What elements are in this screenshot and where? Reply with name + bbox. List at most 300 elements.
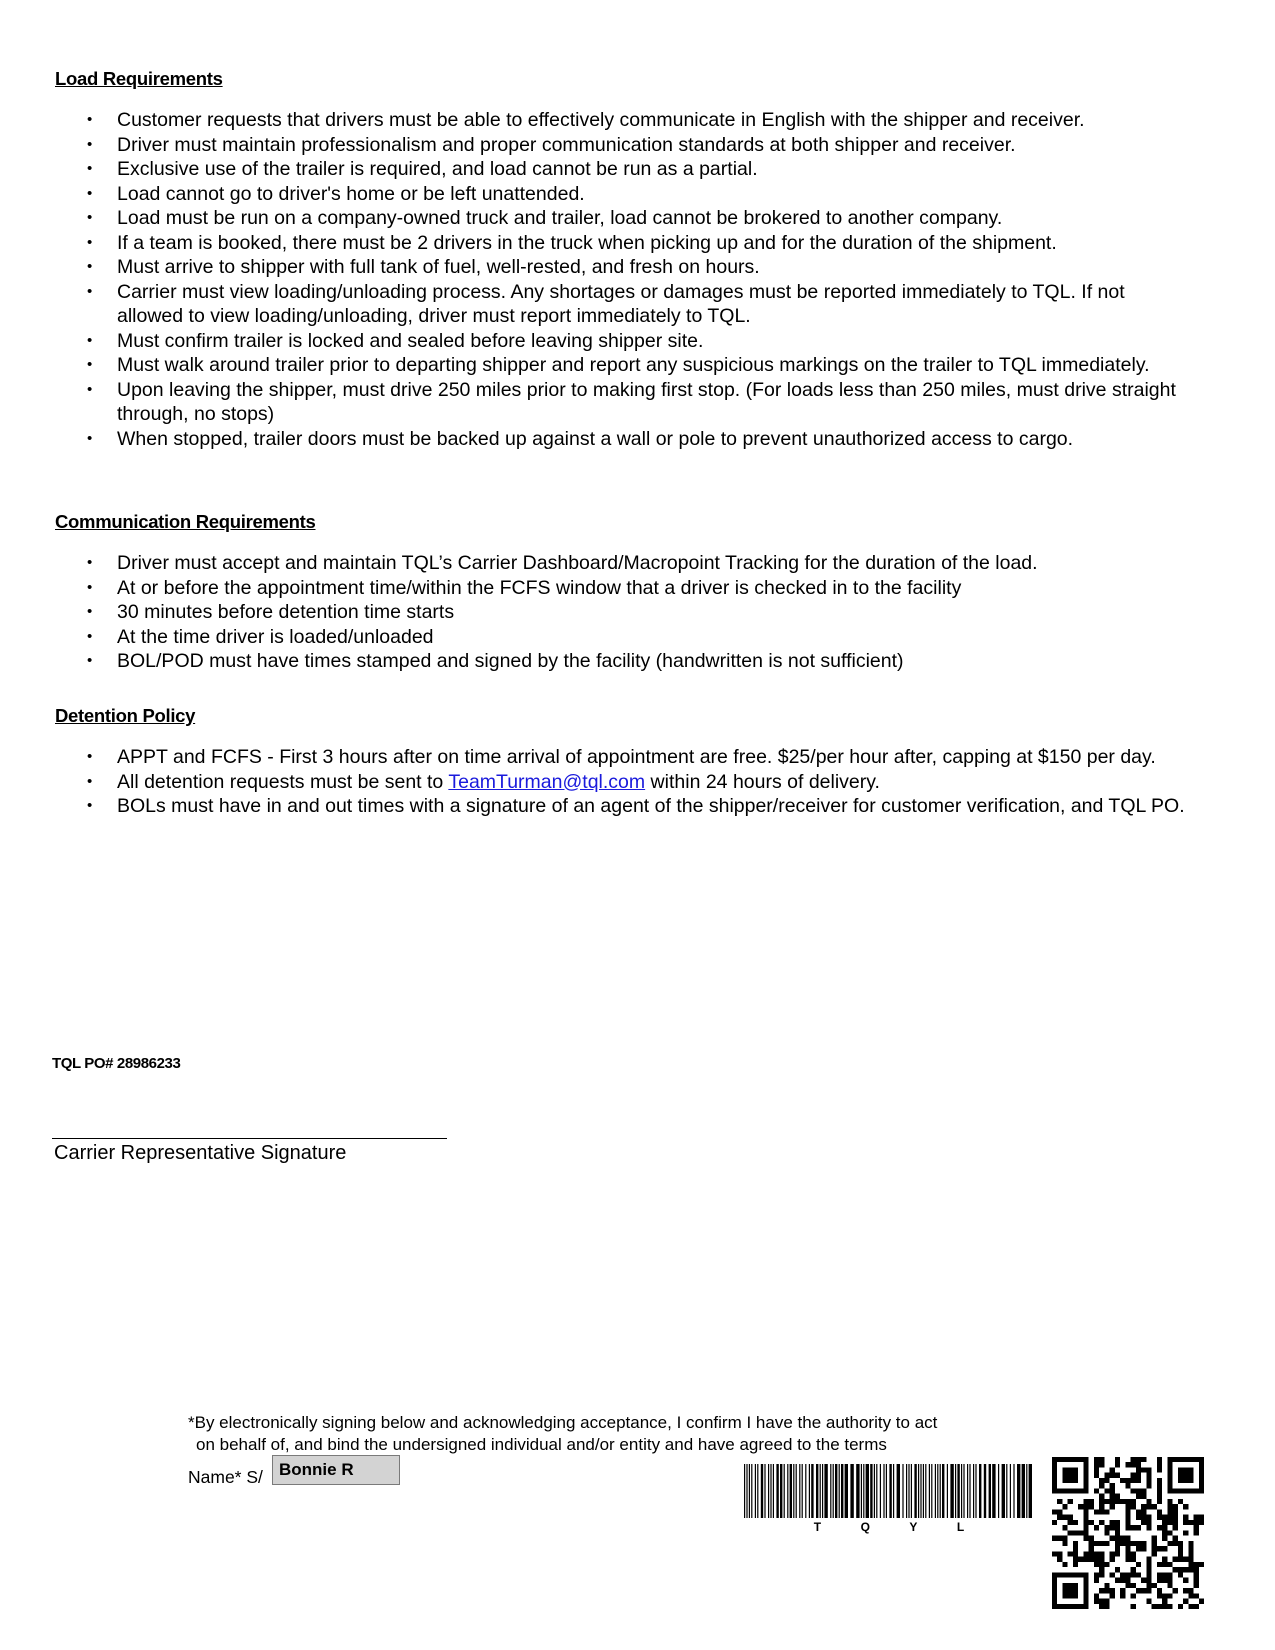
detention-email-suffix: within 24 hours of delivery. <box>645 770 880 793</box>
qr-module <box>1068 1572 1073 1577</box>
acknowledgement-text <box>188 1412 937 1456</box>
barcode-bar <box>744 1464 745 1518</box>
qr-module <box>1131 1488 1136 1493</box>
qr-module <box>1094 1525 1099 1530</box>
qr-module <box>1167 1578 1172 1583</box>
qr-module <box>1099 1494 1104 1499</box>
qr-module <box>1167 1499 1172 1504</box>
load-requirements-list <box>55 108 1205 451</box>
qr-module <box>1094 1562 1099 1567</box>
qr-module <box>1083 1499 1088 1504</box>
name-signature-field[interactable]: Bonnie R <box>272 1455 400 1485</box>
qr-module <box>1131 1583 1136 1588</box>
qr-module <box>1188 1604 1193 1609</box>
qr-module <box>1110 1557 1115 1562</box>
qr-module <box>1068 1551 1073 1556</box>
barcode-bar <box>950 1464 953 1518</box>
qr-module <box>1162 1599 1167 1604</box>
qr-module <box>1167 1462 1172 1467</box>
qr-module <box>1110 1588 1115 1593</box>
qr-module <box>1068 1488 1073 1493</box>
barcode-bar <box>1010 1464 1011 1518</box>
acknowledgement-line-1: *By electronically signing below and acknowledging acceptance, I confirm I have the authority to act <box>188 1413 938 1432</box>
qr-module <box>1068 1478 1073 1483</box>
qr-module <box>1115 1525 1120 1530</box>
qr-module <box>1183 1515 1188 1520</box>
qr-module <box>1146 1483 1151 1488</box>
detention-email-prefix: All detention requests must be sent to <box>117 770 449 793</box>
barcode-bar <box>856 1464 859 1518</box>
email-link[interactable]: TeamTurman@tql.com <box>448 770 646 793</box>
qr-module <box>1131 1593 1136 1598</box>
barcode-bar <box>969 1464 970 1518</box>
barcode-bar <box>923 1464 924 1518</box>
qr-module <box>1099 1457 1104 1462</box>
qr-module <box>1173 1515 1178 1520</box>
qr-module <box>1173 1567 1178 1572</box>
qr-module <box>1068 1593 1073 1598</box>
qr-module <box>1141 1488 1146 1493</box>
qr-module <box>1104 1473 1109 1478</box>
qr-module <box>1194 1488 1199 1493</box>
qr-module <box>1125 1541 1130 1546</box>
qr-module <box>1131 1504 1136 1509</box>
barcode-bar <box>761 1464 763 1518</box>
qr-module <box>1146 1467 1151 1472</box>
qr-module <box>1131 1462 1136 1467</box>
list-item: • Upon leaving the shipper, must drive 250 miles prior to making first stop. (For loads less than 250 miles, must drive straight through, no stops) <box>55 378 1185 427</box>
barcode-bar <box>816 1464 818 1518</box>
qr-module <box>1062 1478 1067 1483</box>
qr-module <box>1099 1599 1104 1604</box>
barcode-caption <box>744 1520 1034 1534</box>
qr-module <box>1131 1457 1136 1462</box>
list-item: • Carrier must view loading/unloading process. Any shortages or damages must be reported immediately to TQL. If not allowed to view loading/unloading, driver must report immediately to TQL. <box>55 280 1185 329</box>
qr-module <box>1120 1593 1125 1598</box>
qr-module <box>1068 1604 1073 1609</box>
qr-module <box>1115 1541 1120 1546</box>
qr-module <box>1167 1541 1172 1546</box>
qr-module <box>1199 1462 1204 1467</box>
barcode-bar <box>1022 1464 1025 1518</box>
qr-module <box>1188 1567 1193 1572</box>
qr-module <box>1146 1525 1151 1530</box>
qr-module <box>1157 1483 1162 1488</box>
qr-module <box>1157 1457 1162 1462</box>
qr-module <box>1110 1536 1115 1541</box>
qr-module <box>1167 1504 1172 1509</box>
qr-module <box>1052 1520 1057 1525</box>
barcode-bar <box>942 1464 944 1518</box>
qr-module <box>1167 1473 1172 1478</box>
qr-module <box>1104 1562 1109 1567</box>
barcode-bar <box>931 1464 932 1518</box>
qr-module <box>1183 1599 1188 1604</box>
list-item <box>55 770 1185 795</box>
qr-module <box>1078 1530 1083 1535</box>
qr-module <box>1120 1478 1125 1483</box>
qr-module <box>1099 1520 1104 1525</box>
qr-module <box>1178 1467 1183 1472</box>
qr-module <box>1178 1499 1183 1504</box>
barcode-bar <box>935 1464 936 1518</box>
qr-module <box>1173 1504 1178 1509</box>
qr-module <box>1188 1551 1193 1556</box>
qr-module <box>1183 1504 1188 1509</box>
qr-module <box>1104 1509 1109 1514</box>
qr-module <box>1078 1457 1083 1462</box>
qr-module <box>1052 1457 1057 1462</box>
qr-module <box>1162 1530 1167 1535</box>
qr-module <box>1141 1494 1146 1499</box>
qr-module <box>1199 1483 1204 1488</box>
list-item: • Must walk around trailer prior to departing shipper and report any suspicious markings on the trailer to TQL immediately. <box>55 353 1185 378</box>
barcode-bar <box>1013 1464 1014 1518</box>
qr-module <box>1194 1525 1199 1530</box>
qr-module <box>1178 1457 1183 1462</box>
qr-module <box>1167 1520 1172 1525</box>
qr-module <box>1099 1478 1104 1483</box>
qr-module <box>1157 1562 1162 1567</box>
qr-module <box>1141 1504 1146 1509</box>
qr-module <box>1173 1457 1178 1462</box>
qr-module <box>1062 1525 1067 1530</box>
barcode-bar <box>940 1464 941 1518</box>
qr-module <box>1089 1499 1094 1504</box>
barcode-bar <box>920 1464 921 1518</box>
qr-module <box>1157 1515 1162 1520</box>
barcode-letter: Q <box>860 1520 870 1534</box>
qr-module <box>1094 1593 1099 1598</box>
qr-module <box>1099 1572 1104 1577</box>
qr-module <box>1115 1530 1120 1535</box>
barcode-bar <box>822 1464 823 1518</box>
qr-module <box>1183 1578 1188 1583</box>
qr-module <box>1115 1520 1120 1525</box>
qr-module <box>1089 1557 1094 1562</box>
barcode-bar <box>805 1464 806 1518</box>
qr-module <box>1194 1572 1199 1577</box>
qr-module <box>1146 1599 1151 1604</box>
qr-module <box>1194 1593 1199 1598</box>
qr-module <box>1131 1572 1136 1577</box>
qr-module <box>1073 1530 1078 1535</box>
qr-module <box>1131 1473 1136 1478</box>
barcode-bar <box>947 1464 948 1518</box>
qr-module <box>1052 1536 1057 1541</box>
barcode-bar <box>820 1464 821 1518</box>
qr-module <box>1162 1536 1167 1541</box>
qr-module <box>1146 1557 1151 1562</box>
qr-module <box>1078 1572 1083 1577</box>
qr-module <box>1052 1593 1057 1598</box>
list-item: • At the time driver is loaded/unloaded <box>55 625 1185 650</box>
qr-module <box>1194 1604 1199 1609</box>
qr-module <box>1183 1557 1188 1562</box>
qr-module <box>1057 1604 1062 1609</box>
barcode-bar <box>918 1464 919 1518</box>
qr-module <box>1141 1467 1146 1472</box>
qr-module <box>1173 1536 1178 1541</box>
qr-module <box>1146 1562 1151 1567</box>
qr-module <box>1110 1494 1115 1499</box>
qr-module <box>1073 1588 1078 1593</box>
list-item: • Must arrive to shipper with full tank of fuel, well-rested, and fresh on hours. <box>55 255 1185 280</box>
qr-module <box>1094 1467 1099 1472</box>
qr-module <box>1194 1562 1199 1567</box>
barcode-bar <box>908 1464 909 1518</box>
qr-module <box>1167 1457 1172 1462</box>
qr-module <box>1073 1583 1078 1588</box>
qr-module <box>1183 1457 1188 1462</box>
list-item: • Must confirm trailer is locked and sealed before leaving shipper site. <box>55 329 1185 354</box>
qr-module <box>1152 1536 1157 1541</box>
qr-module <box>1062 1467 1067 1472</box>
barcode-bar <box>984 1464 986 1518</box>
barcode-bar <box>955 1464 956 1518</box>
qr-module <box>1083 1583 1088 1588</box>
barcode-bar <box>886 1464 887 1518</box>
qr-module <box>1094 1557 1099 1562</box>
list-item: • Driver must accept and maintain TQL’s Carrier Dashboard/Macropoint Tracking for the duration of the load. <box>55 551 1185 576</box>
qr-module <box>1104 1499 1109 1504</box>
qr-module <box>1052 1551 1057 1556</box>
barcode-bar <box>1026 1464 1027 1518</box>
list-item: • Load cannot go to driver's home or be left unattended. <box>55 182 1185 207</box>
qr-module <box>1178 1488 1183 1493</box>
qr-module <box>1131 1604 1136 1609</box>
qr-module <box>1110 1551 1115 1556</box>
qr-module <box>1146 1520 1151 1525</box>
qr-module <box>1162 1578 1167 1583</box>
qr-module <box>1178 1551 1183 1556</box>
qr-module <box>1052 1578 1057 1583</box>
qr-module <box>1099 1551 1104 1556</box>
qr-module <box>1131 1478 1136 1483</box>
qr-module <box>1136 1515 1141 1520</box>
qr-module <box>1120 1578 1125 1583</box>
qr-module <box>1157 1593 1162 1598</box>
qr-module <box>1083 1509 1088 1514</box>
qr-module <box>1146 1478 1151 1483</box>
qr-module <box>1162 1520 1167 1525</box>
barcode-bar <box>906 1464 907 1518</box>
qr-module <box>1188 1541 1193 1546</box>
qr-module <box>1083 1515 1088 1520</box>
qr-code <box>1052 1457 1204 1609</box>
barcode-bar <box>773 1464 774 1518</box>
qr-module <box>1162 1593 1167 1598</box>
list-item: • Driver must maintain professionalism and proper communication standards at both shipper and receiver. <box>55 133 1185 158</box>
qr-module <box>1125 1546 1130 1551</box>
qr-module <box>1183 1473 1188 1478</box>
qr-module <box>1199 1515 1204 1520</box>
qr-module <box>1136 1509 1141 1514</box>
qr-module <box>1183 1488 1188 1493</box>
qr-module <box>1104 1530 1109 1535</box>
qr-module <box>1188 1457 1193 1462</box>
qr-module <box>1194 1583 1199 1588</box>
qr-module <box>1110 1593 1115 1598</box>
qr-module <box>1136 1478 1141 1483</box>
barcode-bar <box>866 1464 869 1518</box>
qr-module <box>1057 1457 1062 1462</box>
barcode-bar <box>787 1464 788 1518</box>
qr-module <box>1099 1562 1104 1567</box>
qr-module <box>1083 1483 1088 1488</box>
barcode-bar <box>1006 1464 1007 1518</box>
qr-module <box>1162 1557 1167 1562</box>
qr-module <box>1068 1499 1073 1504</box>
qr-module <box>1162 1515 1167 1520</box>
qr-module <box>1125 1483 1130 1488</box>
qr-module <box>1110 1499 1115 1504</box>
qr-module <box>1083 1551 1088 1556</box>
qr-module <box>1141 1515 1146 1520</box>
qr-module <box>1152 1504 1157 1509</box>
qr-module <box>1052 1583 1057 1588</box>
barcode-bar <box>880 1464 881 1518</box>
qr-module <box>1052 1462 1057 1467</box>
qr-module <box>1062 1572 1067 1577</box>
qr-module <box>1199 1478 1204 1483</box>
qr-module <box>1167 1483 1172 1488</box>
qr-module <box>1083 1599 1088 1604</box>
barcode-bar <box>755 1464 756 1518</box>
barcode-bar <box>833 1464 834 1518</box>
signature-label: Carrier Representative Signature <box>54 1142 347 1164</box>
qr-module <box>1073 1541 1078 1546</box>
qr-module <box>1125 1504 1130 1509</box>
qr-module <box>1110 1488 1115 1493</box>
qr-module <box>1083 1530 1088 1535</box>
barcode-bar <box>841 1464 843 1518</box>
qr-module <box>1167 1593 1172 1598</box>
qr-module <box>1073 1546 1078 1551</box>
qr-module <box>1104 1478 1109 1483</box>
qr-module <box>1104 1488 1109 1493</box>
qr-module <box>1157 1478 1162 1483</box>
qr-module <box>1094 1541 1099 1546</box>
qr-module <box>1173 1488 1178 1493</box>
qr-module <box>1094 1551 1099 1556</box>
qr-module <box>1188 1593 1193 1598</box>
qr-module <box>1183 1467 1188 1472</box>
barcode-bar <box>1002 1464 1005 1518</box>
qr-module <box>1188 1588 1193 1593</box>
barcode-bar <box>830 1464 831 1518</box>
signature-line[interactable] <box>52 1138 447 1139</box>
qr-module <box>1078 1604 1083 1609</box>
qr-module <box>1173 1557 1178 1562</box>
qr-module <box>1073 1562 1078 1567</box>
qr-module <box>1173 1525 1178 1530</box>
barcode-bar <box>751 1464 752 1518</box>
qr-module <box>1083 1604 1088 1609</box>
qr-module <box>1188 1546 1193 1551</box>
list-item: • Load must be run on a company-owned truck and trailer, load cannot be brokered to another company. <box>55 206 1185 231</box>
qr-module <box>1188 1520 1193 1525</box>
qr-module <box>1188 1467 1193 1472</box>
qr-module <box>1115 1462 1120 1467</box>
qr-module <box>1141 1457 1146 1462</box>
qr-module <box>1083 1462 1088 1467</box>
qr-module <box>1125 1572 1130 1577</box>
qr-module <box>1073 1457 1078 1462</box>
qr-module <box>1104 1541 1109 1546</box>
barcode <box>744 1464 1034 1520</box>
qr-module <box>1052 1467 1057 1472</box>
qr-module <box>1178 1546 1183 1551</box>
qr-module <box>1099 1557 1104 1562</box>
barcode-bar <box>889 1464 891 1518</box>
qr-module <box>1099 1462 1104 1467</box>
qr-module <box>1094 1599 1099 1604</box>
qr-module <box>1136 1546 1141 1551</box>
qr-module <box>1152 1551 1157 1556</box>
qr-module <box>1152 1546 1157 1551</box>
qr-module <box>1104 1588 1109 1593</box>
qr-module <box>1152 1604 1157 1609</box>
qr-module <box>1052 1588 1057 1593</box>
qr-module <box>1141 1588 1146 1593</box>
qr-module <box>1099 1604 1104 1609</box>
qr-module <box>1131 1541 1136 1546</box>
qr-module <box>1199 1599 1204 1604</box>
qr-module <box>1104 1599 1109 1604</box>
qr-module <box>1104 1604 1109 1609</box>
load-requirements-heading: Load Requirements <box>55 68 223 89</box>
qr-module <box>1194 1578 1199 1583</box>
barcode-bar <box>776 1464 778 1518</box>
qr-module <box>1194 1567 1199 1572</box>
qr-module <box>1057 1499 1062 1504</box>
qr-module <box>1068 1583 1073 1588</box>
qr-module <box>1136 1494 1141 1499</box>
qr-module <box>1157 1494 1162 1499</box>
qr-module <box>1052 1483 1057 1488</box>
qr-module <box>1167 1467 1172 1472</box>
qr-module <box>1157 1509 1162 1514</box>
qr-module <box>1110 1504 1115 1509</box>
qr-module <box>1136 1473 1141 1478</box>
load-requirements-section <box>55 68 1205 451</box>
barcode-bar <box>839 1464 840 1518</box>
qr-module <box>1146 1583 1151 1588</box>
barcode-bar <box>746 1464 747 1518</box>
qr-module <box>1146 1588 1151 1593</box>
qr-module <box>1115 1457 1120 1462</box>
communication-requirements-section <box>55 511 1205 674</box>
qr-module <box>1183 1478 1188 1483</box>
qr-module <box>1167 1562 1172 1567</box>
qr-module <box>1157 1572 1162 1577</box>
qr-module <box>1199 1467 1204 1472</box>
qr-module <box>1068 1473 1073 1478</box>
barcode-bar <box>780 1464 782 1518</box>
qr-module <box>1073 1551 1078 1556</box>
qr-module <box>1083 1473 1088 1478</box>
qr-module <box>1083 1578 1088 1583</box>
barcode-bar <box>874 1464 875 1518</box>
barcode-bar <box>802 1464 803 1518</box>
qr-module <box>1099 1483 1104 1488</box>
qr-module <box>1183 1520 1188 1525</box>
barcode-bar <box>975 1464 976 1518</box>
qr-module <box>1062 1593 1067 1598</box>
qr-module <box>1104 1525 1109 1530</box>
qr-module <box>1146 1504 1151 1509</box>
